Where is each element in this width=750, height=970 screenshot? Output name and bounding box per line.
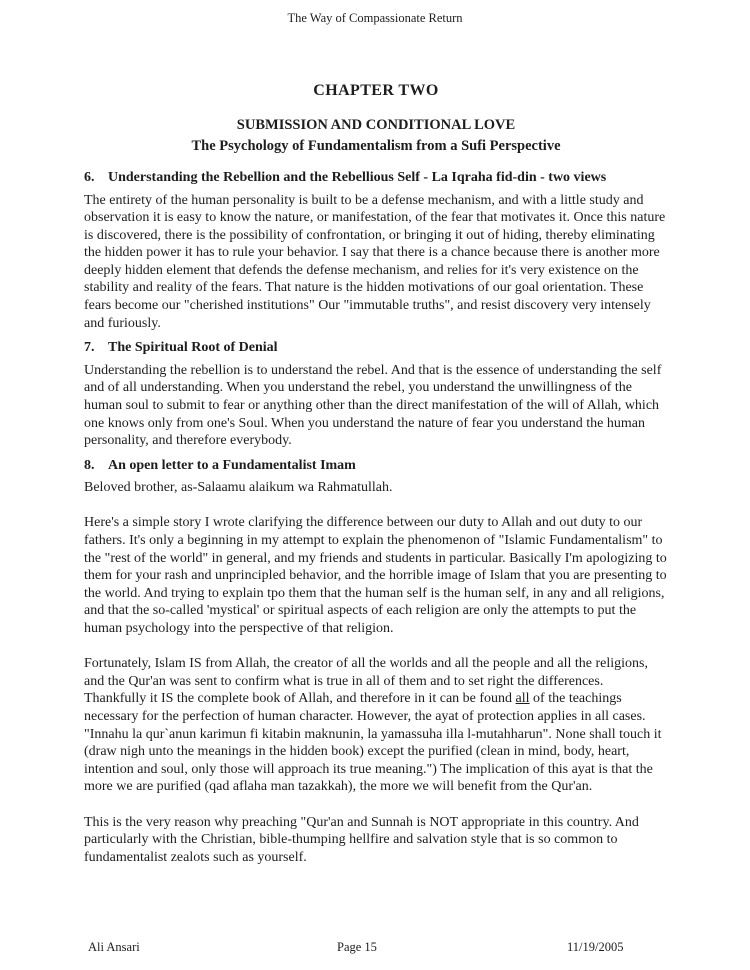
section-title: Understanding the Rebellion and the Rebellious Self - La Iqraha fid-din - two views <box>108 170 607 185</box>
text-run: The entirety of the human personality is built to be a defense mechanism, and with a little study and observation it is easy to know the nature, or manifestation, of the fear that motivates it. Once this nature is discovered, there is the possibility of confrontation, or bringing it out of hiding, thereby eliminating the hidden power it has to rule your behavior. I say that there is a chance because there is another more deeply hidden element that defends the defense mechanism, and relies for it's very existence on the stability and reality of the fears. That nature is the hidden motivations of our goal orientation. These fears become our "cherished institutions" Our "immutable truths", and resist discovery very intensely and furiously. <box>84 192 666 331</box>
section-8 <box>84 458 668 867</box>
section-heading <box>84 170 668 186</box>
underlined-text: all <box>515 691 530 707</box>
footer-author: Ali Ansari <box>88 940 140 954</box>
sections-container <box>84 170 668 866</box>
paragraph <box>84 362 668 450</box>
section-title: An open letter to a Fundamentalist Imam <box>108 457 356 473</box>
page-content <box>84 83 668 866</box>
section-number: 7. <box>84 340 95 356</box>
text-run: Here's a simple story I wrote clarifying the difference between our duty to Allah and out duty to our fathers. It's only a beginning in my attempt to explain the phenomenon of "Islamic Fundamentalism" to the "rest of the world" in general, and my friends and students in particular. Basically I'm apologizing to them for your rash and unprincipled behavior, and the horrible image of Islam that you are presenting to the world. And trying to explain tpo them that the human self is the human self, in any and all religions, and that the so-called 'mystical' or spiritual aspects of each religion are only the attempts to put the human psychology into the perspective of that religion. <box>84 515 667 636</box>
chapter-title: CHAPTER TWO <box>313 82 439 99</box>
section-heading <box>84 458 668 474</box>
section-title: The Spiritual Root of Denial <box>108 340 278 356</box>
section-number: 6. <box>84 170 95 185</box>
text-run: This is the very reason why preaching "Qur'an and Sunnah is NOT appropriate in this country. And particularly with the Christian, bible-thumping hellfire and salvation style that is so common to fundamentalist zealots such as yourself. <box>84 814 639 865</box>
section-number: 8. <box>84 457 95 473</box>
section-paragraphs <box>84 192 668 333</box>
footer-date: 11/19/2005 <box>567 940 624 954</box>
chapter-subsubtitle: The Psychology of Fundamentalism from a Sufi Perspective <box>191 138 561 154</box>
section-7 <box>84 340 668 449</box>
text-run: Understanding the rebellion is to understand the rebel. And that is the essence of understanding the self and of all understanding. When you understand the rebel, you understand the unwillingness of the human soul to submit to fear or anything other than the direct manifestation of the will of Allah, which one knows only from one's Soul. When you understand the nature of fear you understand the human personality, and therefore everybody. <box>84 362 662 449</box>
footer-page-number: Page 15 <box>337 940 377 954</box>
section-6 <box>84 170 668 332</box>
text-run: of the teachings necessary for the perfection of human character. However, the ayat of protection applies in all cases. "Innahu la qur`anun karimun fi kitabin maknunin, la yamassuha illa l-mutahharun". None shall touch it (draw nigh unto the meanings in the hidden book) except the purified (clean in mind, body, heart, intention and soul, only those will approach its true meaning.") The implication of this ayat is that the more we are purified (qad aflaha man tazakkah), the more we will benefit from the Qur'an. <box>84 691 662 795</box>
section-paragraphs <box>84 479 668 866</box>
paragraph <box>84 814 668 867</box>
running-header: The Way of Compassionate Return <box>287 11 463 25</box>
text-run: Fortunately, Islam IS from Allah, the creator of all the worlds and all the people and all the religions, and the Qur'an was sent to confirm what is true in all of them and to set right the differences. Thankfully it IS the complete book of Allah, and therefore in it can be found <box>84 656 648 707</box>
section-heading <box>84 340 668 356</box>
paragraph <box>84 655 668 796</box>
paragraph <box>84 192 668 333</box>
chapter-subtitle: SUBMISSION AND CONDITIONAL LOVE <box>236 117 516 133</box>
paragraph <box>84 514 668 637</box>
paragraph <box>84 479 668 497</box>
section-paragraphs <box>84 362 668 450</box>
text-run: Beloved brother, as-Salaamu alaikum wa Rahmatullah. <box>84 480 393 496</box>
